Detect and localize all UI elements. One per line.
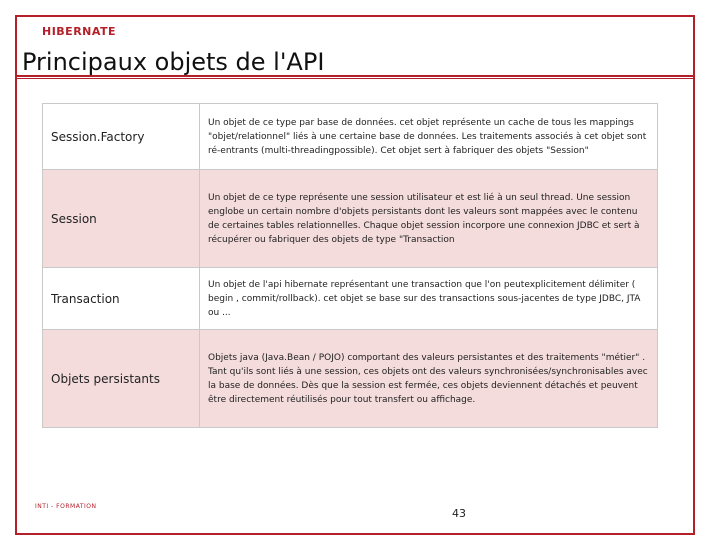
object-description: Un objet de l'api hibernate représentant une transaction que l'on peutexplicitement délimiter ( begin , commit/rollback). cet objet se base sur des transactions sous-jacentes de type JDBC, JTA ou ... [200,268,658,330]
page-title: Principaux objets de l'API [22,48,325,76]
object-description: Un objet de ce type représente une session utilisateur et est lié à un seul thread. Une session englobe un certain nombre d'objets persistants dont les valeurs sont mappées avec le contenu de certaines tables relationnelles. Chaque objet session incorpore une connexion JDBC et sert à récupérer ou fabriquer des objets de type "Transaction [200,170,658,268]
table-row [43,104,658,170]
footer-brand: INTI - FORMATION [35,503,97,510]
table-row [43,170,658,268]
title-rule-secondary [15,78,695,79]
object-description: Objets java (Java.Bean / POJO) comportant des valeurs persistantes et des traitements "métier" . Tant qu'ils sont liés à une session, ces objets ont des valeurs synchronisées/synchronisables avec la base de données. Dès que la session est fermée, ces objets deviennent détachés et peuvent être directement réutilisés pour tout transfert ou affichage. [200,330,658,428]
table-row [43,268,658,330]
object-description: Un objet de ce type par base de données. cet objet représente un cache de tous les mappings "objet/relationnel" liés à une certaine base de données. Les traitements associés à cet objet sont ré-entrants (multi-threadingpossible). Cet objet sert à fabriquer des objets "Session" [200,104,658,170]
topic-label: HIBERNATE [42,25,117,38]
page-number: 43 [452,507,466,520]
object-name: Transaction [43,268,200,330]
api-objects-table [42,103,658,428]
object-name: Objets persistants [43,330,200,428]
object-name: Session.Factory [43,104,200,170]
object-name: Session [43,170,200,268]
table-row [43,330,658,428]
